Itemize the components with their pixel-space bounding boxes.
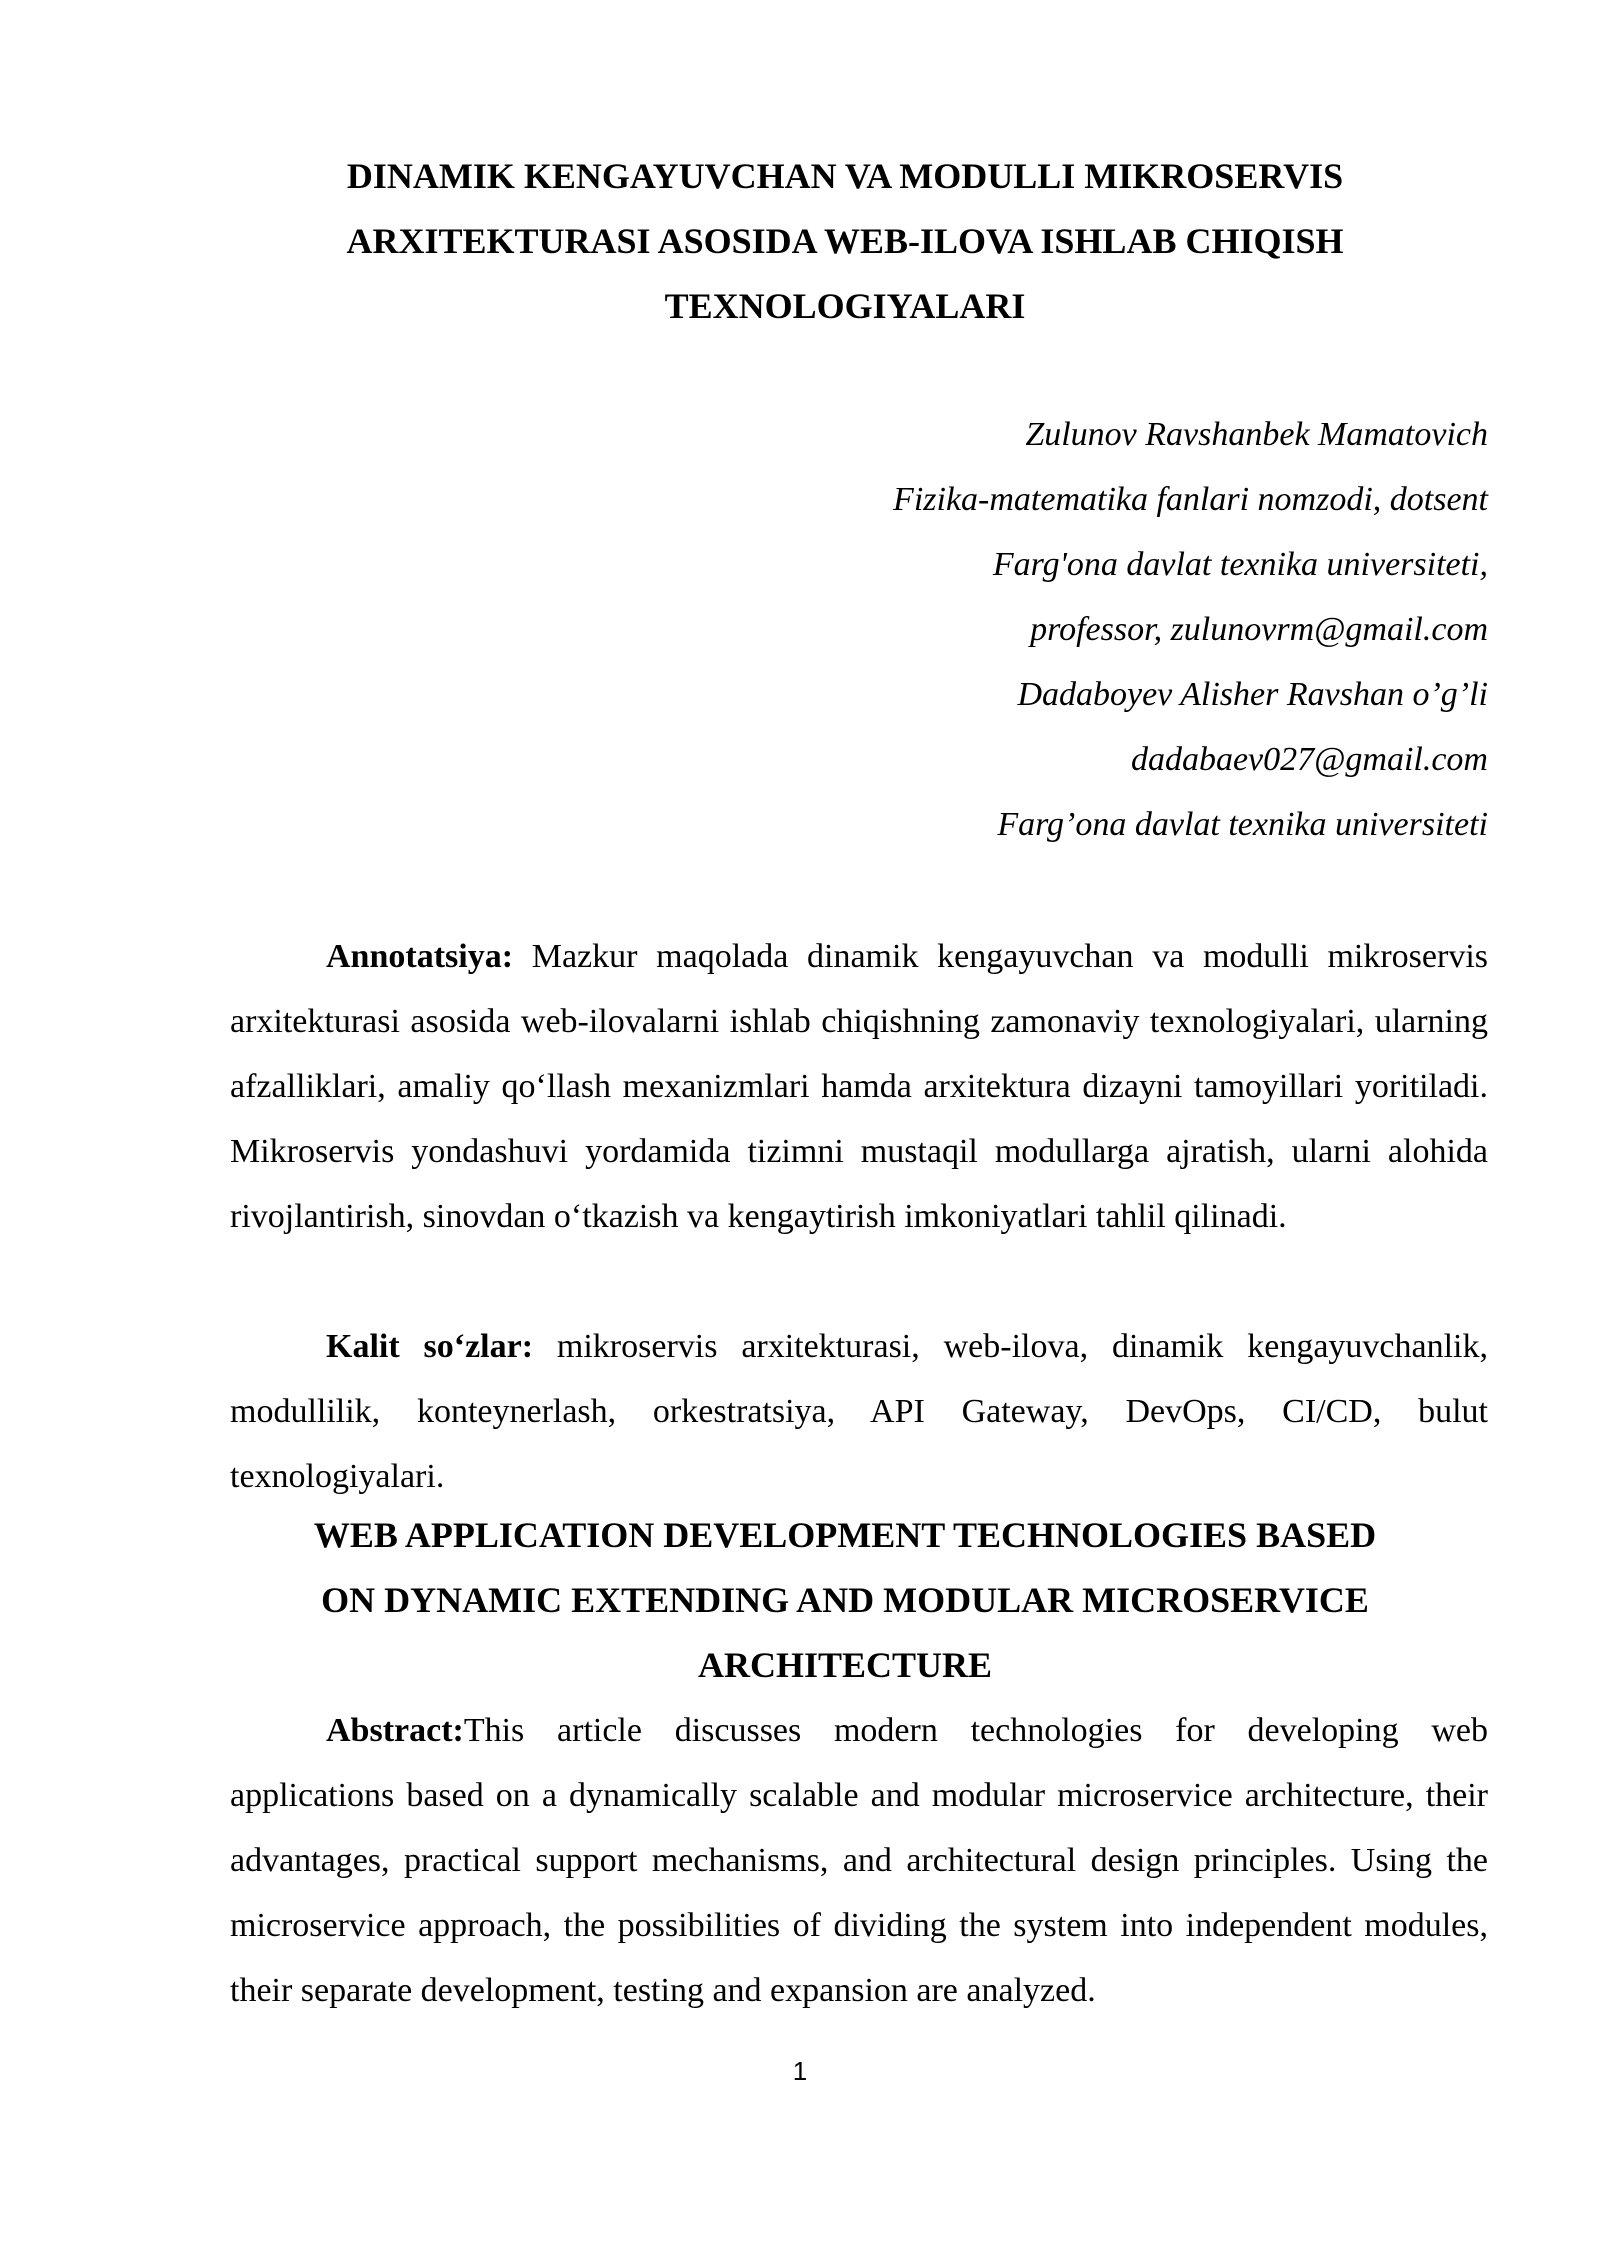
abstract-paragraph xyxy=(230,1698,1488,2023)
author-degree: Fizika-matematika fanlari nomzodi, dotsent xyxy=(893,481,1488,518)
author-affiliation: Farg'ona davlat texnika universiteti, xyxy=(992,546,1488,583)
keywords-paragraph xyxy=(230,1314,1488,1509)
abstract-text: This article discusses modern technologies for developing web applications based on a dynamically scalable and modular microservice architecture, their advantages, practical support mechanisms, and architectural design principles. Using the microservice approach, the possibilities of dividing the system into independent modules, their separate development, testing and expansion are analyzed. xyxy=(230,1712,1488,2009)
annotation-paragraph xyxy=(230,924,1488,1249)
author-affiliation: Farg’ona davlat texnika universiteti xyxy=(997,806,1488,843)
uzbek-title-line: TEXNOLOGIYALARI xyxy=(664,286,1026,326)
keywords-label: Kalit so‘zlar: xyxy=(326,1328,534,1365)
english-title xyxy=(230,1503,1460,1698)
page-number: 1 xyxy=(792,2056,808,2086)
uzbek-title-line: ARXITEKTURASI ASOSIDA WEB-ILOVA ISHLAB CHIQISH xyxy=(346,221,1344,261)
english-title-line: ON DYNAMIC EXTENDING AND MODULAR MICROSERVICE xyxy=(321,1580,1369,1620)
author-name: Dadaboyev Alisher Ravshan o’g’li xyxy=(1017,676,1488,713)
annotation-label: Annotatsiya: xyxy=(326,938,514,975)
author-email: professor, zulunovrm@gmail.com xyxy=(1030,611,1488,648)
abstract-label: Abstract: xyxy=(326,1712,464,1749)
annotation-text: Mazkur maqolada dinamik kengayuvchan va modulli mikroservis arxitekturasi asosida web-ilovalarni ishlab chiqishning zamonaviy texnologiyalari, ularning afzalliklari, amaliy qo‘llash mexanizmlari hamda arxitektura dizayni tamoyillari yoritiladi. Mikroservis yondashuvi yordamida tizimni mustaqil modullarga ajratish, ularni alohida rivojlantirish, sinovdan o‘tkazish va kengaytirish imkoniyatlari tahlil qilinadi. xyxy=(230,938,1488,1235)
keywords-text: mikroservis arxitekturasi, web-ilova, dinamik kengayuvchanlik, modullilik, konteynerlash, orkestratsiya, API Gateway, DevOps, CI/CD, bulut texnologiyalari. xyxy=(230,1328,1489,1495)
author-block xyxy=(893,402,1488,857)
author-email: dadabaev027@gmail.com xyxy=(1130,741,1488,778)
uzbek-title xyxy=(230,144,1460,339)
uzbek-title-line: DINAMIK KENGAYUVCHAN VA MODULLI MIKROSERVIS xyxy=(346,156,1344,196)
english-title-line: ARCHITECTURE xyxy=(697,1645,993,1685)
author-name: Zulunov Ravshanbek Mamatovich xyxy=(1025,416,1488,453)
english-title-line: WEB APPLICATION DEVELOPMENT TECHNOLOGIES BASED xyxy=(313,1515,1377,1555)
